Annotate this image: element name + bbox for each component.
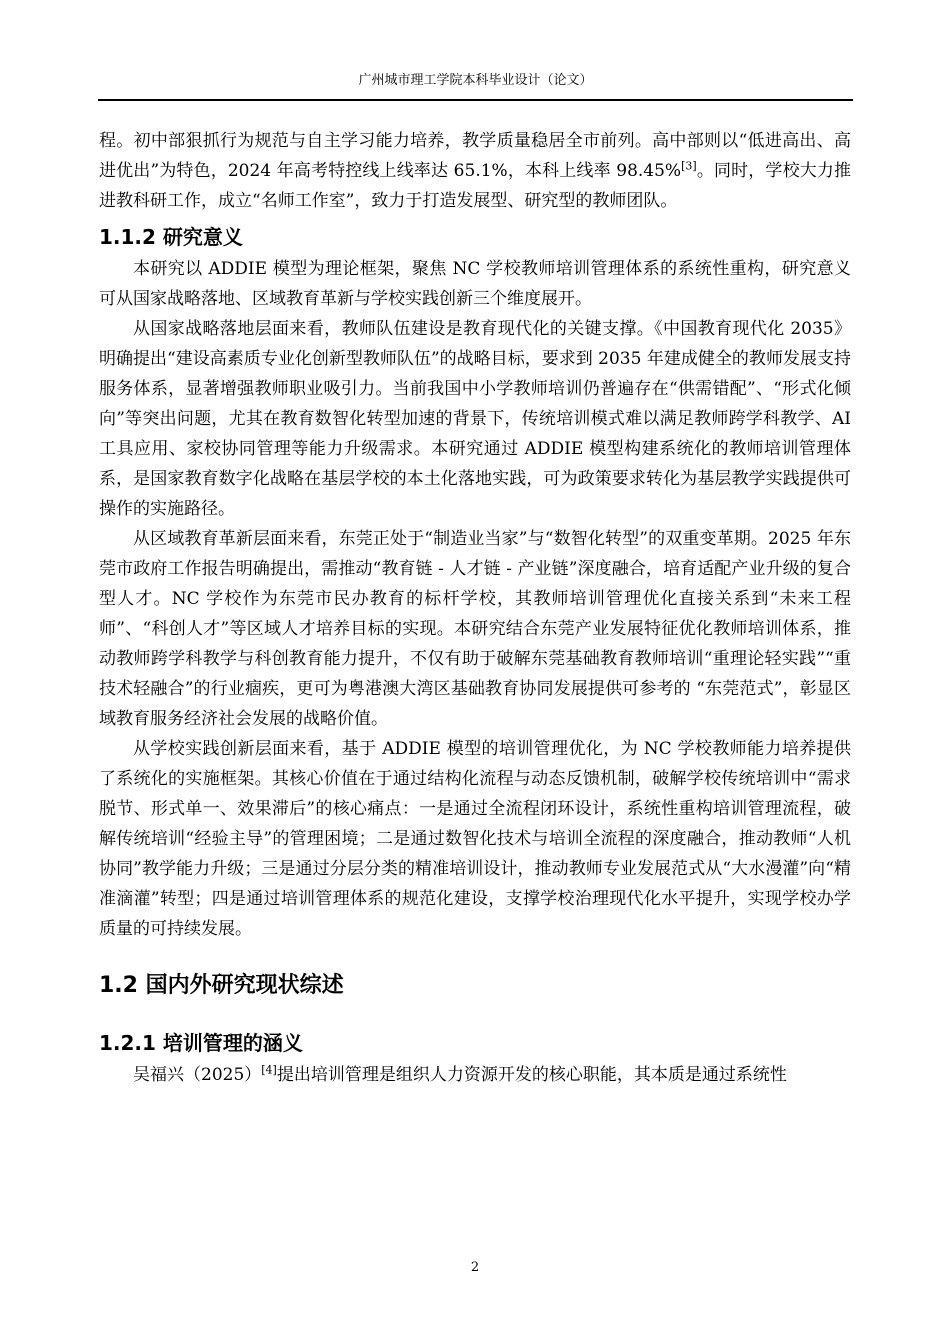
paragraph-school-overview (99, 126, 851, 216)
paragraph-intro: 本研究以 ADDIE 模型为理论框架，聚焦 NC 学校教师培训管理体系的系统性重构，研究意义可从国家战略落地、区域教育革新与学校实践创新三个维度展开。 (99, 259, 851, 309)
heading-research-significance: 1.1.2 研究意义 (99, 225, 243, 249)
paragraph-definition (99, 1060, 851, 1090)
citation-ref: [4] (261, 1063, 277, 1077)
page-number: 2 (470, 1260, 480, 1275)
paragraph-text: 程。初中部狠抓行为规范与自主学习能力培养，教学质量稳居全市前列。高中部则以“低进高出、高进优出”为特色，2024 年高考特控线上线率达 65.1%，本科上线率 98.45% (99, 131, 851, 181)
heading-training-management: 1.2.1 培训管理的涵义 (99, 1031, 303, 1055)
header-rule (98, 99, 853, 101)
paragraph-school: 从学校实践创新层面来看，基于 ADDIE 模型的培训管理优化，为 NC 学校教师能力培养提供了系统化的实施框架。其核心价值在于通过结构化流程与动态反馈机制，破解学校传统培训中“需求脱节、形式单一、效果滞后”的核心痛点：一是通过全流程闭环设计，系统性重构培训管理流程，破解传统培训“经验主导”的管理困境；二是通过数智化技术与培训全流程的深度融合，推动教师“人机协同”教学能力升级；三是通过分层分类的精准培训设计，推动教师专业发展范式从“大水漫灌”向“精准滴灌”转型；四是通过培训管理体系的规范化建设，支撑学校治理现代化水平提升，实现学校办学质量的可持续发展。 (99, 739, 851, 939)
paragraph-regional: 从区域教育革新层面来看，东莞正处于“制造业当家”与“数智化转型”的双重变革期。2025 年东莞市政府工作报告明确提出，需推动“教育链 - 人才链 - 产业链”深度融合，培育适配产业升级的复合型人才。NC 学校作为东莞市民办教育的标杆学校，其教师培训管理优化直接关系到“未来工程师”、“科创人才”等区域人才培养目标的实现。本研究结合东莞产业发展特征优化教师培训体系，推动教师跨学科教学与科创教育能力提升，不仅有助于破解东莞基础教育教师培训“重理论轻实践”“重技术轻融合”的行业痼疾，更可为粤港澳大湾区基础教育协同发展提供可参考的 “东莞范式”，彰显区域教育服务经济社会发展的战略价值。 (99, 529, 851, 729)
running-header: 广州城市理工学院本科毕业设计（论文） (358, 73, 593, 88)
paragraph-text: 提出培训管理是组织人力资源开发的核心职能，其本质是通过系统性 (276, 1065, 787, 1085)
citation-ref: [3] (681, 159, 697, 173)
page-body (99, 126, 851, 1090)
paragraph-national: 从国家战略落地层面来看，教师队伍建设是教育现代化的关键支撑。《中国教育现代化 2035》明确提出“建设高素质专业化创新型教师队伍”的战略目标，要求到 2035 年建成健全的教师发展支持服务体系，显著增强教师职业吸引力。当前我国中小学教师培训仍普遍存在“供需错配”、“形式化倾向”等突出问题，尤其在教育数智化转型加速的背景下，传统培训模式难以满足教师跨学科教学、AI 工具应用、家校协同管理等能力升级需求。本研究通过 ADDIE 模型构建系统化的教师培训管理体系，是国家教育数字化战略在基层学校的本土化落地实践，可为政策要求转化为基层教学实践提供可操作的实施路径。 (99, 319, 851, 519)
paragraph-text: 吴福兴（2025） (133, 1065, 262, 1085)
heading-literature-review: 1.2 国内外研究现状综述 (99, 973, 344, 998)
paragraph-text: 。同时，学校大力推进教科研工作，成立“名师工作室”，致力于打造发展型、研究型的教师团队。 (99, 161, 852, 211)
